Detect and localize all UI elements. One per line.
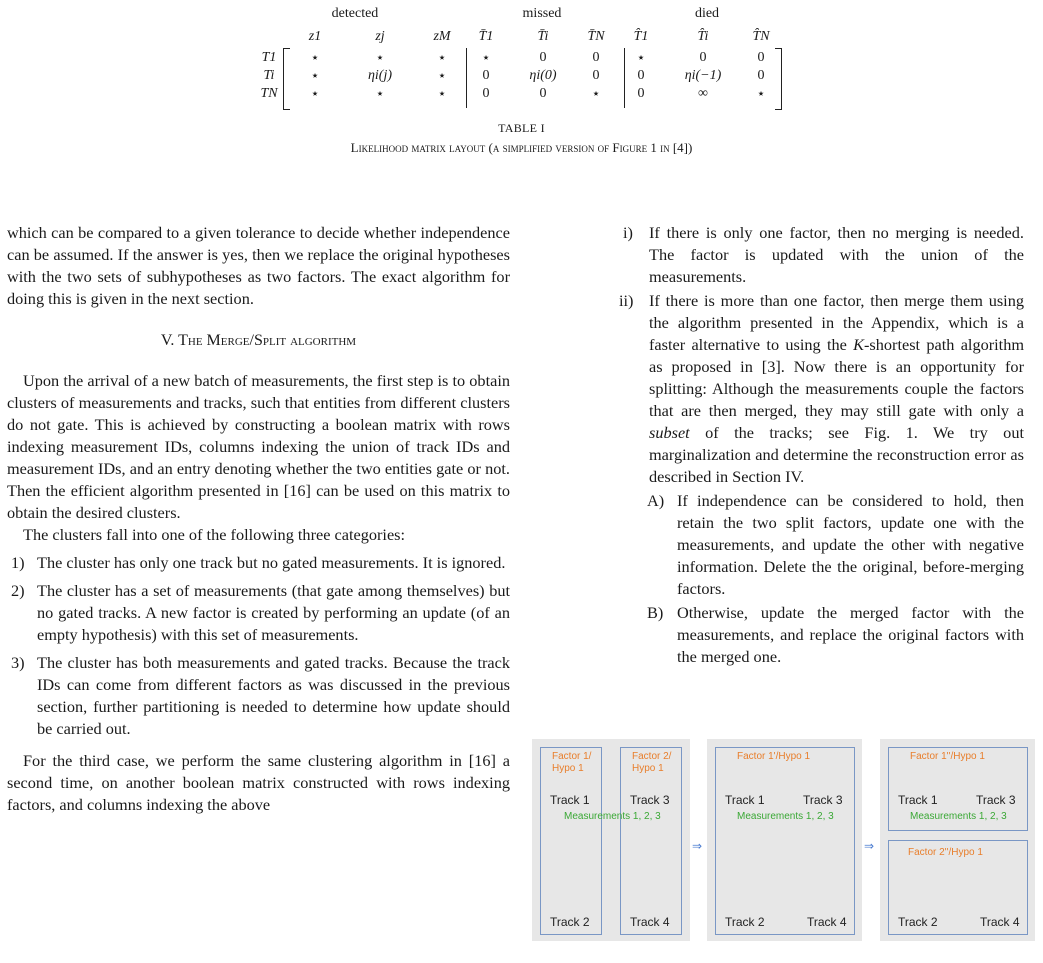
- matrix-cell: ⋆: [310, 69, 320, 84]
- matrix-cell: 0: [699, 50, 707, 65]
- measurements-label: Measurements 1, 2, 3: [564, 811, 661, 822]
- matrix-cell: 0: [637, 86, 645, 101]
- arrow-right-icon: ⇒: [692, 839, 703, 853]
- matrix-cell: ⋆: [310, 51, 320, 66]
- figure-panel-split: [880, 739, 1035, 941]
- list-item: [619, 290, 1024, 488]
- col-header: T̂i: [697, 29, 709, 44]
- group-died: died: [694, 6, 720, 21]
- list-item-text: of the tracks; see Fig. 1. We try out marginalization and determine the reconstruction error as described in Section IV.: [649, 423, 1024, 486]
- math-variable: K: [853, 335, 865, 354]
- list-item-text: If there is only one factor, then no merging is needed. The factor is updated with the union of the measurements.: [649, 223, 1024, 286]
- factor-label: Factor 1'/Hypo 1: [737, 751, 811, 762]
- track-label: Track 1: [725, 793, 765, 807]
- hypo-label: Hypo 1: [552, 763, 584, 774]
- track-label: Track 4: [630, 915, 670, 929]
- matrix-cell: ⋆: [437, 69, 447, 84]
- list-item-number: i): [623, 223, 633, 242]
- sub-cases-list: [619, 490, 1024, 668]
- cluster-categories-list: [7, 552, 510, 740]
- factor-label: Factor 2/: [632, 751, 672, 762]
- list-item-number: B): [647, 603, 664, 622]
- hypo-label: Hypo 1: [632, 763, 664, 774]
- track-label: Track 1: [550, 793, 590, 807]
- list-item: [647, 490, 1024, 600]
- matrix-cell: 0: [757, 68, 765, 83]
- paragraph: For the third case, we perform the same clustering algorithm in [16] a second time, on another boolean matrix constructed with rows indexing factors, and columns indexing the above: [7, 751, 510, 814]
- matrix-cell: ⋆: [375, 51, 385, 66]
- matrix-cell: ⋆: [481, 51, 491, 66]
- group-detected: detected: [331, 6, 379, 21]
- list-item-number: 2): [11, 581, 25, 600]
- section-title: V. The Merge/Split algorithm: [160, 332, 357, 349]
- list-item-text: The cluster has a set of measurements (that gate among themselves) but no gated tracks. A new factor is created by performing an update (of an empty hypothesis) with this set of measurements.: [37, 581, 510, 644]
- list-item: [7, 580, 510, 646]
- track-label: Track 2: [898, 915, 938, 929]
- row-label: Ti: [263, 68, 275, 83]
- matrix-cell: 0: [757, 50, 765, 65]
- arrow-right-icon: ⇒: [864, 839, 875, 853]
- row-label: T1: [261, 50, 277, 65]
- matrix-cell: ⋆: [636, 51, 646, 66]
- table-number: TABLE I: [498, 121, 545, 135]
- track-label: Track 3: [630, 793, 670, 807]
- list-item-text: If there is more than one factor, then merge them using the algorithm presented in the Appendix, which is a faster alternative to using the: [649, 291, 1024, 354]
- track-label: Track 3: [803, 793, 843, 807]
- col-header: T̄i: [537, 29, 549, 44]
- track-label: Track 4: [980, 915, 1020, 929]
- matrix-cell: ηi(0): [529, 68, 557, 83]
- list-item: [619, 222, 1024, 288]
- matrix-cell: ⋆: [375, 87, 385, 102]
- list-item-text: The cluster has only one track but no gated measurements. It is ignored.: [37, 553, 506, 572]
- track-label: Track 1: [898, 793, 938, 807]
- factor-box: [715, 747, 855, 935]
- col-header: T̂1: [633, 29, 649, 44]
- matrix-cell: ηi(−1): [684, 68, 722, 83]
- matrix-cell: ∞: [698, 86, 708, 101]
- measurements-label: Measurements 1, 2, 3: [910, 811, 1007, 822]
- col-header: z1: [308, 29, 322, 44]
- matrix-cell: 0: [592, 68, 600, 83]
- paragraph: Upon the arrival of a new batch of measurements, the first step is to obtain clusters of measurements and tracks, such that entities from different clusters do not gate. This is achieved by constructing a boolean matrix with rows indexing measurement IDs, columns indexing the union of track IDs and measurement IDs, and an entry denoting whether the two entities gate or not. Then the efficient algorithm presented in [16] can be used on this matrix to obtain the desired clusters.: [7, 371, 510, 522]
- list-item-text: If independence can be considered to hold, then retain the two split factors, update one with the measurements, and update the other with negative information. Delete the the original, before-merging factors.: [677, 491, 1024, 598]
- factor-cases-list: [619, 222, 1024, 488]
- col-header: zj: [375, 29, 385, 44]
- matrix-cell: ⋆: [437, 51, 447, 66]
- factor-box: [540, 747, 602, 935]
- factor-box: [620, 747, 682, 935]
- list-item-text: The cluster has both measurements and gated tracks. Because the track IDs can come from different factors as was discussed in the previous section, further partitioning is needed to determine how update should be carried out.: [37, 653, 510, 738]
- table-caption: Likelihood matrix layout (a simplified version of Figure 1 in [4]): [350, 140, 693, 155]
- list-item-number: A): [647, 491, 665, 510]
- list-item: [7, 652, 510, 740]
- likelihood-matrix: [255, 4, 795, 114]
- factor-label: Factor 1/: [552, 751, 592, 762]
- matrix-cell: 0: [539, 86, 547, 101]
- matrix-cell: ⋆: [310, 87, 320, 102]
- matrix-cell: 0: [592, 50, 600, 65]
- matrix-cell: 0: [482, 68, 490, 83]
- list-item-text: Otherwise, update the merged factor with the measurements, and replace the original factors with the merged one.: [677, 603, 1024, 666]
- row-label: TN: [260, 86, 278, 101]
- list-item-number: 3): [11, 653, 25, 672]
- factor-label: Factor 1''/Hypo 1: [910, 751, 985, 762]
- list-item-number: 1): [11, 553, 25, 572]
- track-label: Track 4: [807, 915, 847, 929]
- col-header: T̄N: [587, 29, 605, 44]
- emphasis: subset: [649, 423, 690, 442]
- matrix-cell: ⋆: [591, 87, 601, 102]
- matrix-cell: 0: [539, 50, 547, 65]
- matrix-cell: ⋆: [437, 87, 447, 102]
- list-item-number: ii): [619, 291, 634, 310]
- track-label: Track 2: [725, 915, 765, 929]
- matrix-cell: 0: [482, 86, 490, 101]
- paragraph: The clusters fall into one of the following three categories:: [23, 525, 406, 544]
- col-header: T̂N: [752, 29, 770, 44]
- left-column: [7, 222, 510, 816]
- matrix-cell: ηi(j): [367, 68, 393, 83]
- measurements-label: Measurements 1, 2, 3: [737, 811, 834, 822]
- figure-panel-merged: [707, 739, 862, 941]
- paragraph: which can be compared to a given tolerance to decide whether independence can be assumed. If the answer is yes, then we replace the original hypotheses with the two sets of subhypotheses as two factors. The exact algorithm for doing this is given in the next section.: [7, 223, 510, 308]
- list-item: [7, 552, 510, 574]
- track-label: Track 3: [976, 793, 1016, 807]
- track-label: Track 2: [550, 915, 590, 929]
- right-column: [619, 222, 1024, 668]
- matrix-cell: 0: [637, 68, 645, 83]
- col-header: zM: [433, 29, 451, 44]
- list-item: [647, 602, 1024, 668]
- factor-label: Factor 2''/Hypo 1: [908, 847, 983, 858]
- figure-panel-before: [532, 739, 690, 941]
- group-missed: missed: [522, 6, 562, 21]
- list-item-text: -shortest path algorithm as proposed in [3]. Now there is an opportunity for splitting: Although the measurements couple the factors that are then merged, they may still gate with only a: [649, 335, 1024, 420]
- matrix-cell: ⋆: [756, 87, 766, 102]
- col-header: T̄1: [478, 29, 494, 44]
